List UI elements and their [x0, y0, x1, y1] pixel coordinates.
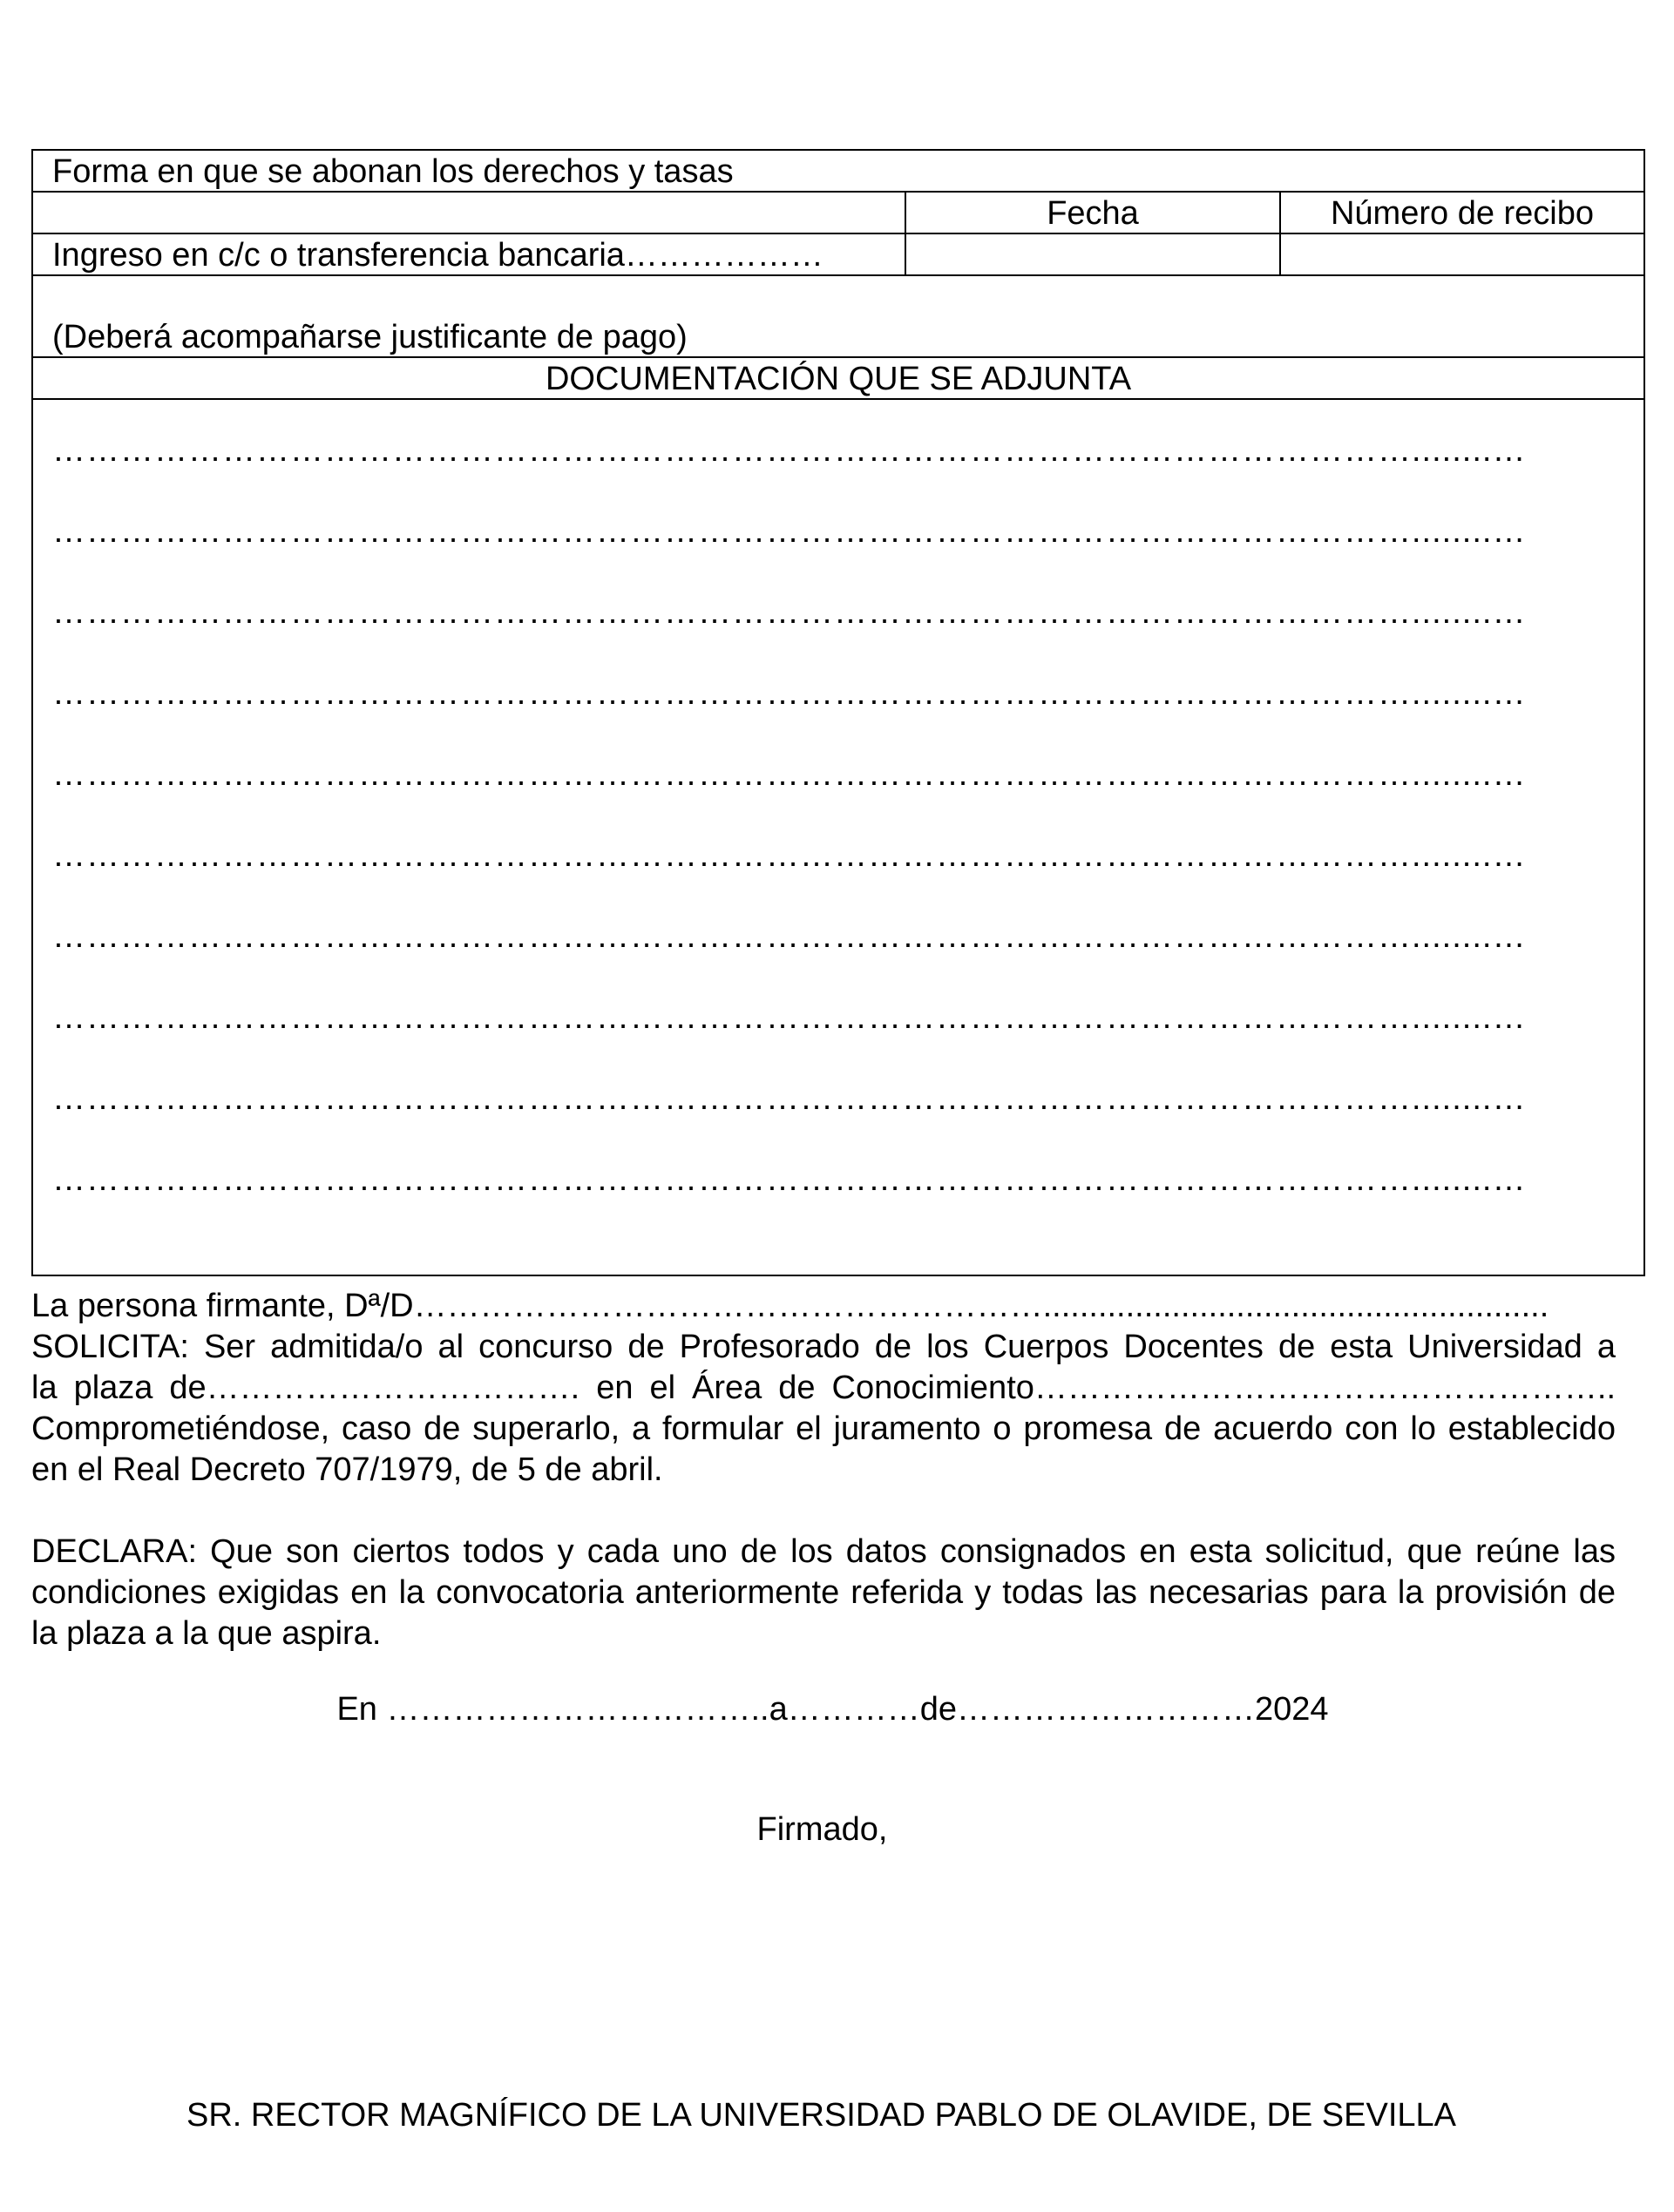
fees-table	[31, 149, 1645, 1276]
docs-line[interactable]: …………………………………………………………………………………………………………........…	[52, 1080, 1527, 1117]
declara-paragraph: DECLARA: Que son ciertos todos y cada uno de los datos consignados en esta solicitud, que reúne las condiciones exigidas en la convocatoria anteriormente referida y todas las necesarias para la provisión de la plaza a la que aspira.	[31, 1533, 1616, 1652]
firmado-text: Firmado,	[756, 1811, 888, 1848]
docs-line[interactable]: …………………………………………………………………………………………………………........…	[52, 1161, 1527, 1198]
payment-note: (Deberá acompañarse justificante de pago)	[32, 275, 1644, 357]
docs-line[interactable]: …………………………………………………………………………………………………………........…	[52, 594, 1527, 631]
place-date-line	[0, 1689, 1674, 1730]
recibo-header: Número de recibo	[1280, 192, 1644, 233]
place-date-text: En ……………………………..a…………de………………………2024	[336, 1691, 1329, 1728]
docs-line[interactable]: …………………………………………………………………………………………………………........…	[52, 999, 1527, 1036]
solicita-line-2: la plaza de……………………………. en el Área de Conocimiento……………………………………………..	[31, 1370, 1616, 1406]
ingreso-fecha-field[interactable]	[905, 233, 1280, 275]
docs-line[interactable]: …………………………………………………………………………………………………………........…	[52, 918, 1527, 955]
docs-area[interactable]	[32, 399, 1644, 1275]
ingreso-label: Ingreso en c/c o transferencia bancaria………………	[32, 233, 905, 275]
fees-header-blank	[32, 192, 905, 233]
docs-title: DOCUMENTACIÓN QUE SE ADJUNTA	[32, 357, 1644, 399]
addressee-line	[0, 2095, 1674, 2136]
solicita-line-1: SOLICITA: Ser admitida/o al concurso de Profesorado de los Cuerpos Docentes de esta Universidad a	[31, 1329, 1616, 1365]
firmado-line	[0, 1810, 1674, 1850]
paragraph-spacer	[31, 1491, 1616, 1532]
addressee-text: SR. RECTOR MAGNÍFICO DE LA UNIVERSIDAD PABLO DE OLAVIDE, DE SEVILLA	[186, 2097, 1457, 2134]
docs-line[interactable]: …………………………………………………………………………………………………………........…	[52, 675, 1527, 712]
docs-line[interactable]: …………………………………………………………………………………………………………........…	[52, 837, 1527, 874]
fecha-header: Fecha	[905, 192, 1280, 233]
firmante-line: La persona firmante, Dª/D………………………………………………….......................................................	[31, 1288, 1549, 1324]
ingreso-recibo-field[interactable]	[1280, 233, 1644, 275]
fees-title: Forma en que se abonan los derechos y tasas	[32, 150, 1644, 192]
docs-line[interactable]: …………………………………………………………………………………………………………........…	[52, 432, 1527, 469]
declaration-block	[31, 1286, 1616, 1654]
docs-line[interactable]: …………………………………………………………………………………………………………........…	[52, 513, 1527, 550]
compromiso-paragraph: Comprometiéndose, caso de superarlo, a formular el juramento o promesa de acuerdo con lo establecido en el Real Decreto 707/1979, de 5 de abril.	[31, 1410, 1616, 1488]
docs-line[interactable]: …………………………………………………………………………………………………………........…	[52, 756, 1527, 793]
